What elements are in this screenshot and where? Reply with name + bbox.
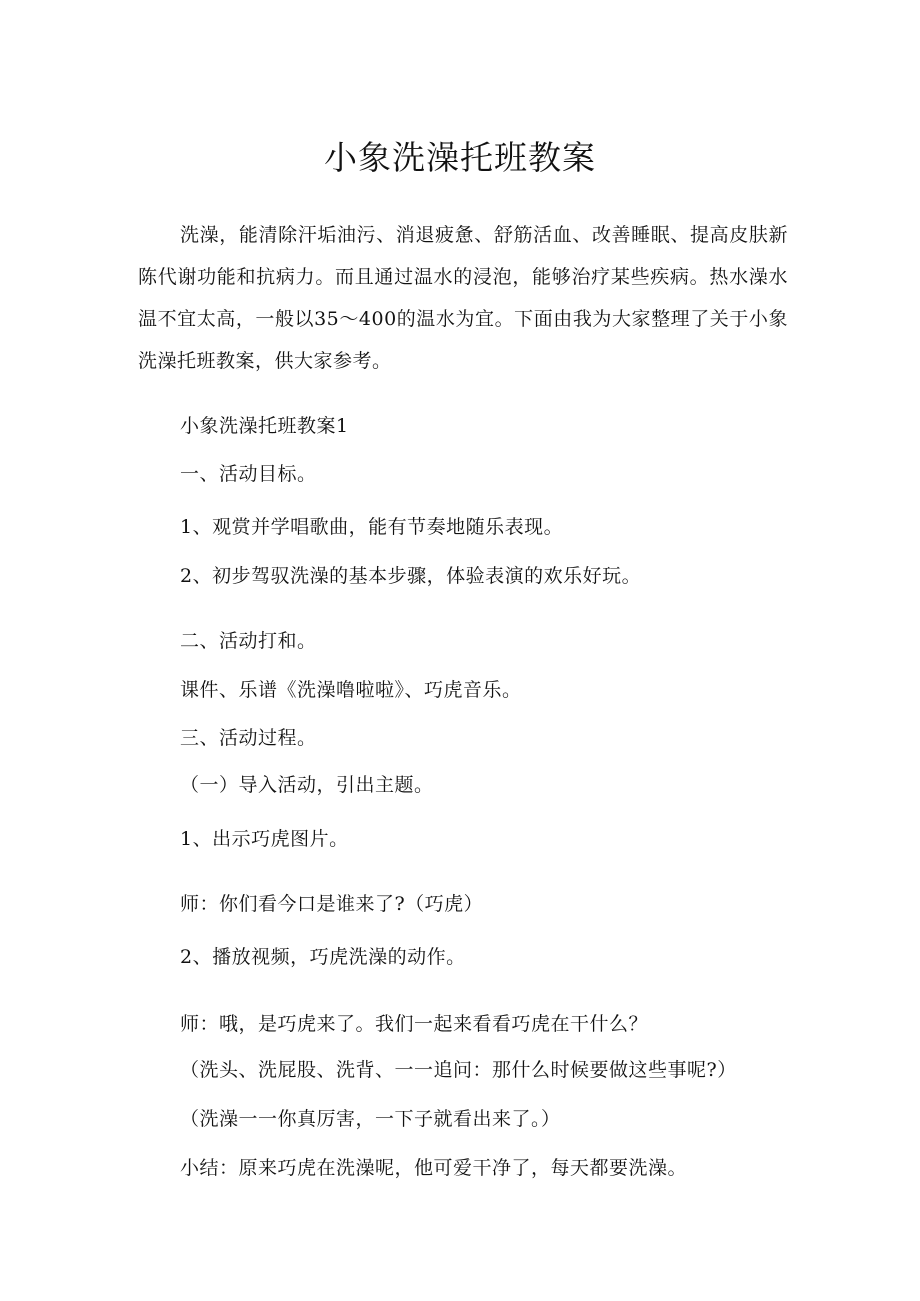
process-step-intro: （一）导入活动，引出主题。 [180,774,434,796]
section-heading-lesson-1: 小象洗澡托班教案1 [180,415,349,437]
document-title: 小象洗澡托班教案 [324,138,596,177]
process-item-1: 1、出示巧虎图片。 [180,828,349,850]
teacher-line-2: 师：哦，是巧虎来了。我们一起来看看巧虎在干什么？ [180,1013,649,1035]
children-response-2: （洗澡一一你真厉害，一下子就看出来了。） [180,1108,561,1130]
process-item-2: 2、播放视频，巧虎洗澡的动作。 [180,946,466,968]
heading-activity-process: 三、活动过程。 [180,727,317,749]
heading-activity-preparation: 二、活动打和。 [180,630,317,652]
goal-item-1: 1、观赏并学唱歌曲，能有节奏地随乐表现。 [180,516,564,538]
summary-line: 小结：原来巧虎在洗澡呢，他可爱干净了，每天都要洗澡。 [180,1157,688,1179]
children-response-1: （洗头、洗屁股、洗背、一一追问：那什么时候要做这些事呢?） [180,1059,737,1081]
teacher-line-1: 师：你们看今口是谁来了?（巧虎） [180,893,484,915]
intro-paragraph: 洗澡，能清除汗垢油污、消退疲惫、舒筋活血、改善睡眠、提高皮肤新陈代谢功能和抗病力。而且通过温水的浸泡，能够治疗某些疾病。热水澡水温不宜太高，一般以35～400的温水为宜。下面由我为大家整理了关于小象洗澡托班教案，供大家参考。 [138,224,788,372]
preparation-materials: 课件、乐谱《洗澡噜啦啦》、巧虎音乐。 [180,679,522,701]
heading-activity-goals: 一、活动目标。 [180,463,317,485]
goal-item-2: 2、初步驾驭洗澡的基本步骤，体验表演的欢乐好玩。 [180,565,642,587]
